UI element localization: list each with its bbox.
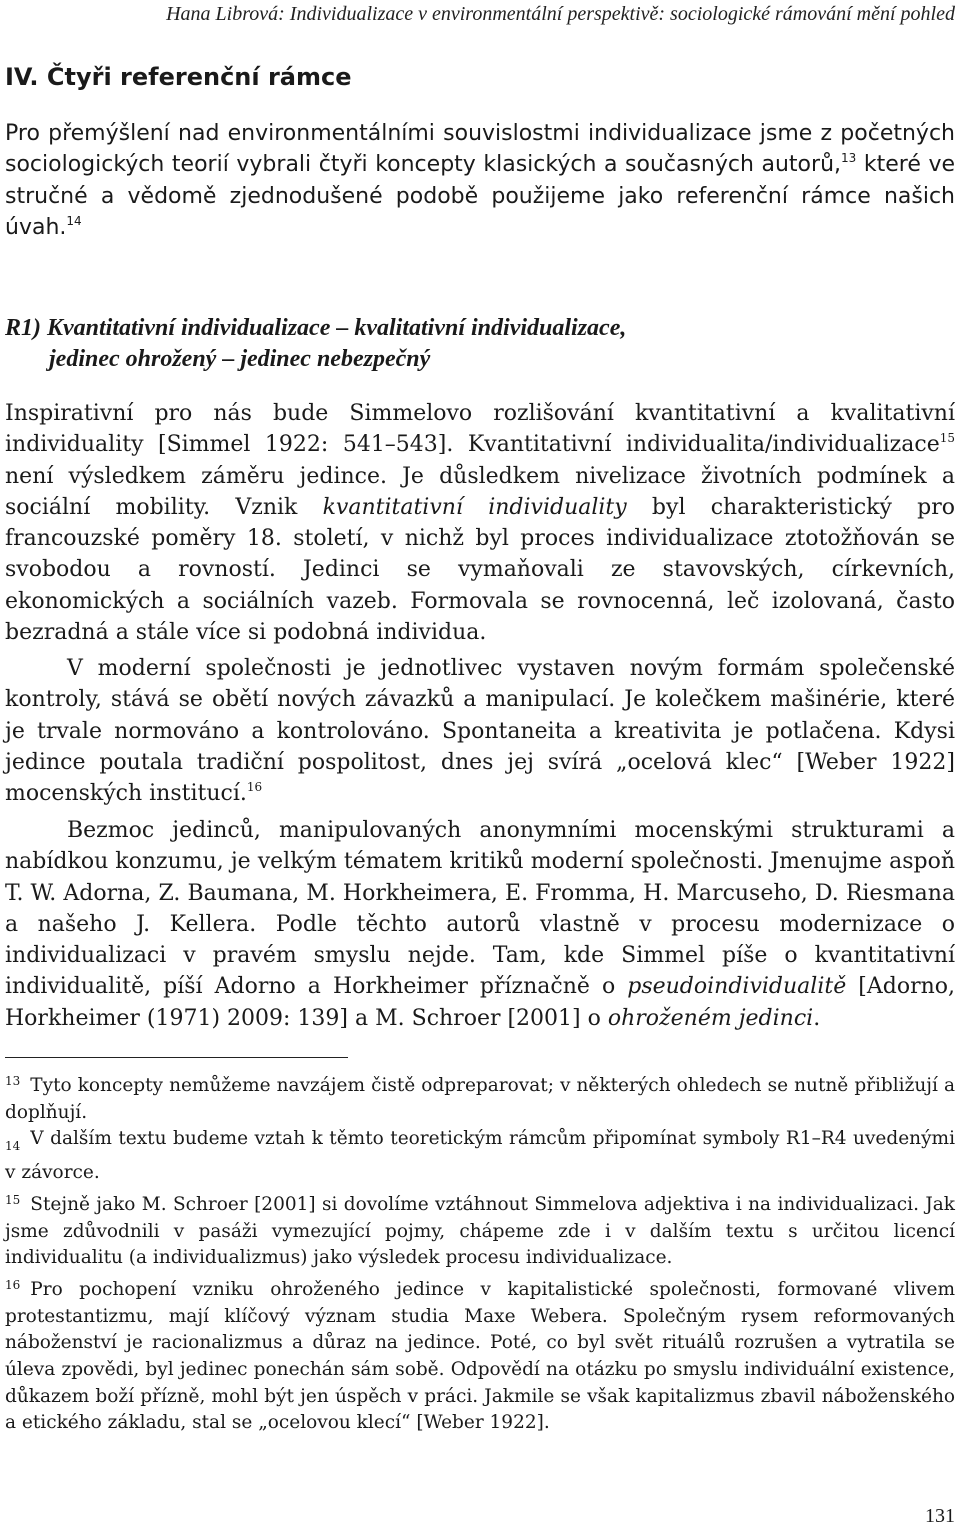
para1-text-a: Inspirativní pro nás bude Simmelovo rozlišování kvantitativní a kvalitativní individuality [Simmel 1922: 541–543]. Kvantitativní individualita/individualizace bbox=[5, 401, 955, 458]
para3-emphasis-a: pseudoindividualitě bbox=[627, 974, 847, 1000]
running-head: Hana Librová: Individualizace v environmentální perspektivě: sociologické rámování mění pohled bbox=[166, 3, 955, 25]
footnote-14 bbox=[5, 1126, 955, 1186]
footnote-16 bbox=[5, 1272, 955, 1437]
footnote-number: 16 bbox=[5, 1277, 21, 1292]
footnote-13 bbox=[5, 1068, 955, 1126]
para1-text-c: byl charakteristický pro francouzské poměry 18. století, v nichž byl proces individualizace ztotožňován se svobodou a rovností. Jedinci se vymaňovali ze stavovských, církevních, ekonomických a sociálních vazeb. Formovala se rovnocenná, leč izolovaná, často bezradná a stále více si podobná individua. bbox=[5, 494, 955, 646]
footnote-text: Stejně jako M. Schroer [2001] si dovolíme vztáhnout Simmelova adjektiva i na individualizaci. Jak jsme zdůvodnili v pasáži vymezující pojmy, chápeme zde i v dalším textu s určitou licencí individualitu (a individualizmus) jako výsledek procesu individualizace. bbox=[5, 1193, 955, 1269]
footnote-15 bbox=[5, 1187, 955, 1272]
para3-text-c: . bbox=[813, 1005, 821, 1031]
para3-text-b: [Adorno, Horkheimer (1971) 2009: 139] a M. Schroer [2001] o bbox=[5, 974, 955, 1031]
intro-text-a: Pro přemýšlení nad environmentálními souvislostmi individualizace jsme z početných sociologických teorií vybrali čtyři koncepty klasických a současných autorů, bbox=[5, 121, 955, 178]
footnote-ref-16[interactable]: 16 bbox=[246, 780, 263, 795]
paragraph-critics bbox=[5, 815, 955, 1034]
footnote-text: Tyto koncepty nemůžeme navzájem čistě odpreparovat; v některých ohledech se nutně přibližují a doplňují. bbox=[5, 1075, 955, 1123]
footnotes bbox=[5, 1068, 955, 1437]
footnote-ref-15[interactable]: 15 bbox=[939, 431, 955, 446]
page-number: 131 bbox=[925, 1505, 955, 1527]
footnote-divider bbox=[5, 1057, 348, 1058]
footnote-text: Pro pochopení vzniku ohroženého jedince v kapitalistické společnosti, formované vlivem protestantizmu, mají klíčový význam studia Maxe Webera. Společným rysem reformovaných náboženství je racionalizmus a důraz na jedince. Poté, co byl svět rituálů rozrušen a vytratila se úleva zpovědi, byl jedinec ponechán sám sobě. Odpovědí na otázku po smyslu individuální existence, důkazem boží přízně, mohl být jen úspěch v práci. Jakmile se však kapitalizmus zbavil náboženského a etického základu, stal se „ocelovou klecí“ [Weber 1922]. bbox=[5, 1278, 955, 1434]
section-title: IV. Čtyři referenční rámce bbox=[5, 63, 352, 91]
paragraph-simmel bbox=[5, 398, 955, 648]
intro-text-b: které ve stručné a vědomě zjednodušené podobě použijeme jako referenční rámce našich úvah. bbox=[5, 152, 956, 240]
footnote-number: 14 bbox=[5, 1139, 21, 1154]
footnote-number: 13 bbox=[5, 1074, 21, 1088]
subsection-heading-line1: R1) Kvantitativní individualizace – kvalitativní individualizace, bbox=[5, 315, 627, 341]
subsection-heading-line2: jedinec ohrožený – jedinec nebezpečný bbox=[49, 346, 431, 372]
paragraph-modern-society bbox=[5, 653, 955, 809]
intro-paragraph bbox=[5, 118, 955, 243]
para2-text-a: V moderní společnosti je jednotlivec vystaven novým formám společenské kontroly, stává se obětí nových závazků a manipulací. Je kolečkem mašinérie, které je trvale normováno a kontrolováno. Spontaneita a kreativita je potlačena. Kdysi jedince poutala tradiční pospolitost, dnes jej svírá „ocelová klec“ [Weber 1922] mocenských institucí. bbox=[5, 656, 955, 807]
subsection-heading bbox=[5, 313, 955, 375]
footnote-ref-13[interactable]: 13 bbox=[841, 151, 857, 166]
footnote-text: V dalším textu budeme vztah k těmto teoretickým rámcům připomínat symboly R1–R4 uvedenými v závorce. bbox=[5, 1128, 955, 1184]
para3-text-a: Bezmoc jedinců, manipulovaných anonymními mocenskými strukturami a nabídkou konzumu, je velkým tématem kritiků moderní společnosti. Jmenujme aspoň T. W. Adorna, Z. Baumana, M. Horkheimera, E. Fromma, H. Marcuseho, D. Riesmana a našeho J. Kellera. Podle těchto autorů vlastně v procesu modernizace o individualizaci v pravém smyslu nejde. Tam, kde Simmel píše o kvantitativní individualitě, píší Adorno a Horkheimer příznačně o bbox=[5, 818, 955, 1000]
para1-text-b: není výsledkem záměru jedince. Je důsledkem nivelizace životních podmínek a sociální mobility. Vznik bbox=[5, 463, 955, 520]
para3-emphasis-b: ohroženém jedinci bbox=[607, 1005, 814, 1031]
footnote-ref-14[interactable]: 14 bbox=[66, 213, 82, 228]
para1-emphasis: kvantitativní individuality bbox=[322, 494, 627, 520]
footnote-number: 15 bbox=[5, 1192, 21, 1207]
